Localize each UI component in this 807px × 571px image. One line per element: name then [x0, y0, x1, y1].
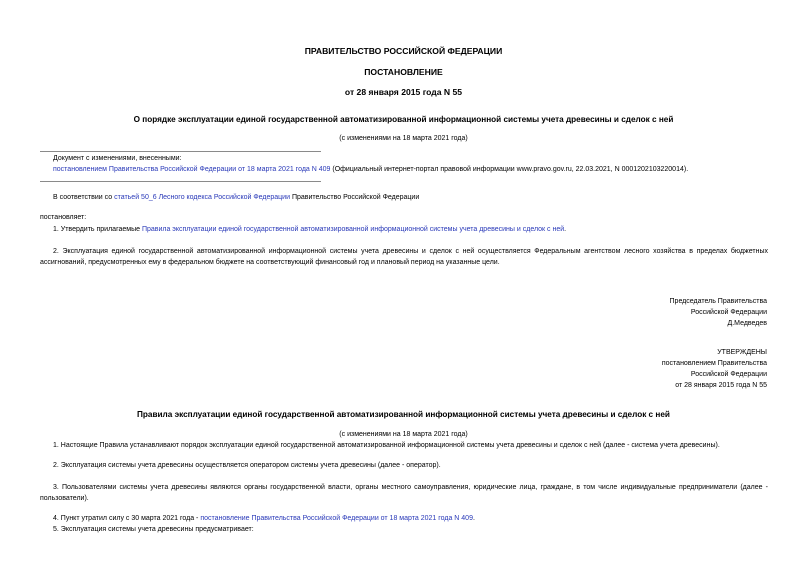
- amendments-bottom-rule: [40, 181, 321, 182]
- rules-paragraph-3: 3. Пользователями системы учета древесины являются органы государственной власти, органы местного самоуправления, юридические лица, граждане, в том числе индивидуальные предприниматели (далее - пользователи).: [40, 484, 768, 502]
- document-title: О порядке эксплуатации единой государственной автоматизированной информационной системы учета древесины и сделок с ней: [133, 115, 674, 124]
- approval-country: Российской Федерации: [690, 371, 767, 378]
- basis-prefix: В соответствии со: [53, 194, 115, 201]
- rules-paragraph-5: 5. Эксплуатация системы учета древесины предусматривает:: [53, 526, 254, 533]
- document-type: ПОСТАНОВЛЕНИЕ: [364, 67, 443, 77]
- rules-link[interactable]: Правила эксплуатации единой государственной автоматизированной информационной системы учета древесины и сделок с ней: [141, 226, 565, 233]
- amendment-decree-link[interactable]: постановлением Правительства Российской Федерации от 18 марта 2021 года N 409: [53, 166, 331, 173]
- signature-country: Российской Федерации: [690, 309, 767, 316]
- forest-code-link[interactable]: статьей 50_6 Лесного кодекса Российской Федерации: [114, 194, 291, 201]
- government-heading: ПРАВИТЕЛЬСТВО РОССИЙСКОЙ ФЕДЕРАЦИИ: [304, 46, 503, 56]
- item-2: 2. Эксплуатация единой государственной автоматизированной информационной системы учета древесины и сделок с ней осуществляется Федеральным агентством лесного хозяйства в пределах бюджетных ассигнований, предусмотренных ему в федеральном бюджете на соответствующий финансовый год и плановый период на указанные цели.: [40, 248, 768, 266]
- repeal-decree-link[interactable]: постановление Правительства Российской Федерации от 18 марта 2021 года N 409: [200, 515, 473, 522]
- changes-note: (с изменениями на 18 марта 2021 года): [339, 135, 468, 142]
- document-date-number: от 28 января 2015 года N 55: [344, 87, 463, 97]
- rules-changes-note: (с изменениями на 18 марта 2021 года): [339, 431, 468, 438]
- item-1-prefix: 1. Утвердить прилагаемые: [53, 226, 142, 233]
- amendment-source-text: (Официальный интернет-портал правовой информации www.pravo.gov.ru, 22.03.2021, N 0001202103220014).: [330, 166, 689, 173]
- rules-p4-suffix: .: [472, 515, 475, 522]
- rules-title: Правила эксплуатации единой государственной автоматизированной информационной системы учета древесины и сделок с ней: [137, 410, 670, 419]
- decides-text: постановляет:: [40, 214, 87, 221]
- amendments-top-rule: [40, 151, 321, 152]
- amendments-intro: Документ с изменениями, внесенными:: [53, 155, 182, 162]
- rules-paragraph-4: [53, 515, 475, 522]
- basis-suffix: Правительство Российской Федерации: [290, 194, 420, 201]
- approval-stamp: УТВЕРЖДЕНЫ: [717, 349, 767, 356]
- legal-basis-paragraph: [53, 194, 419, 201]
- signature-name: Д.Медведев: [727, 320, 767, 327]
- approval-date: от 28 января 2015 года N 55: [675, 382, 767, 389]
- rules-p4-prefix: 4. Пункт утратил силу с 30 марта 2021 года -: [53, 515, 201, 522]
- rules-paragraph-1: 1. Настоящие Правила устанавливают порядок эксплуатации единой государственной автоматизированной информационной системы учета древесины и сделок с ней (далее - система учета древесины).: [53, 442, 720, 449]
- signature-position: Председатель Правительства: [669, 298, 767, 305]
- rules-paragraph-2: 2. Эксплуатация системы учета древесины осуществляется оператором системы учета древесины (далее - оператор).: [53, 462, 441, 469]
- approval-by: постановлением Правительства: [661, 360, 767, 367]
- amendments-line: [53, 166, 688, 173]
- item-1-suffix: .: [564, 226, 567, 233]
- item-1: [53, 226, 566, 233]
